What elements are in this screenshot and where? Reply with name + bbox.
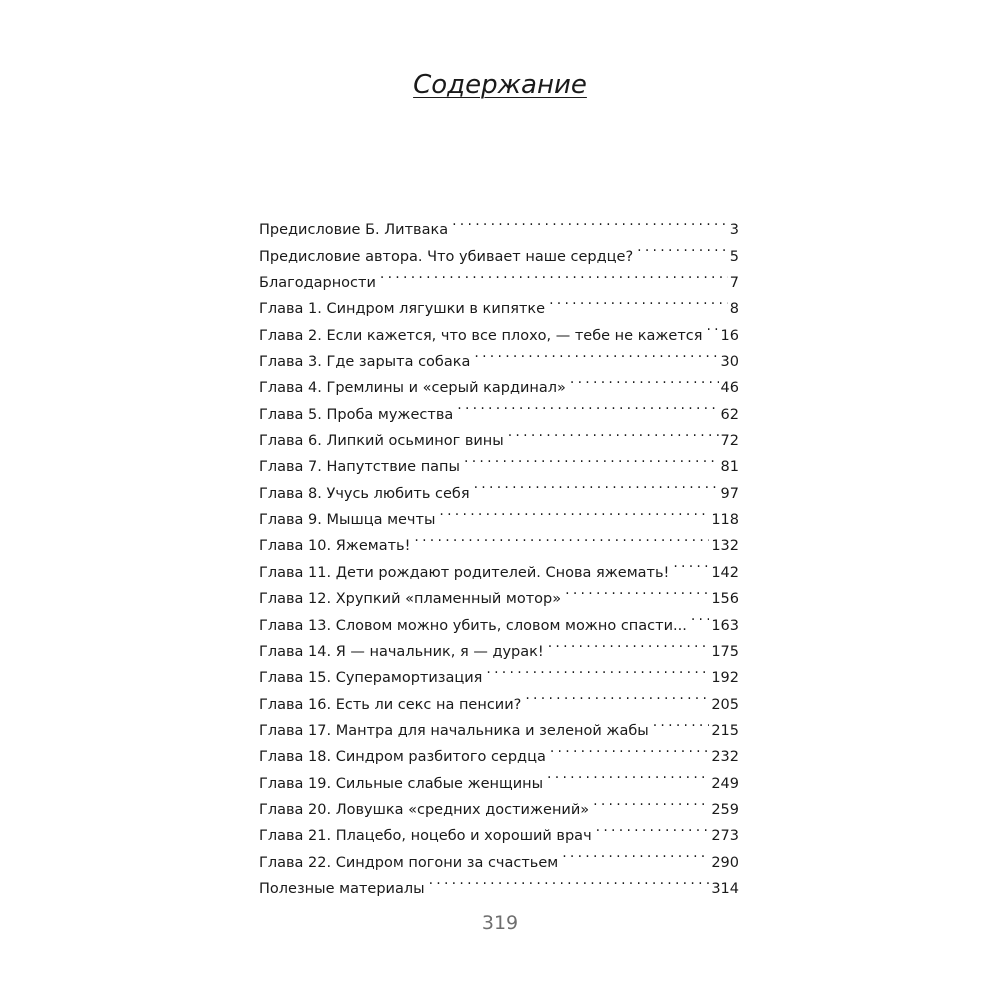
toc-dot-leader	[653, 709, 710, 735]
toc-entry-label: Глава 14. Я — начальник, я — дурак!	[259, 643, 544, 660]
toc-dot-leader	[414, 524, 709, 550]
toc-entry-page: 314	[711, 880, 739, 897]
toc-dot-leader	[486, 656, 709, 682]
toc-entry-page: 16	[720, 327, 739, 344]
toc-entry-page: 97	[720, 485, 739, 502]
toc-entry-label: Предисловие автора. Что убивает наше сердце?	[259, 248, 634, 265]
toc-dot-leader	[547, 761, 709, 787]
toc-entry-page: 62	[720, 406, 739, 423]
toc-entry-label: Полезные материалы	[259, 880, 425, 897]
toc-entry-label: Глава 6. Липкий осьминог вины	[259, 433, 504, 450]
toc-entry-label: Глава 1. Синдром лягушки в кипятке	[259, 301, 546, 318]
toc-dot-leader	[570, 366, 719, 392]
toc-entry-label: Глава 20. Ловушка «средних достижений»	[259, 801, 590, 818]
toc-entry-page: 175	[711, 643, 739, 660]
toc-entry-label: Глава 12. Хрупкий «пламенный мотор»	[259, 591, 562, 608]
toc-entry-page: 5	[729, 248, 739, 265]
toc-dot-leader	[464, 445, 719, 471]
toc-entry-label: Глава 7. Напутствие папы	[259, 459, 460, 476]
page-title: Содержание	[413, 70, 587, 100]
toc-entry-page: 81	[720, 459, 739, 476]
toc-entry	[259, 208, 739, 239]
toc-entry-label: Глава 18. Синдром разбитого сердца	[259, 749, 546, 766]
toc-dot-leader	[525, 682, 709, 708]
toc-entry-label: Глава 10. Яжемать!	[259, 538, 411, 555]
toc-dot-leader	[474, 340, 718, 366]
toc-entry-label: Глава 19. Сильные слабые женщины	[259, 775, 544, 792]
toc-entry-label: Глава 9. Мышца мечты	[259, 512, 436, 529]
toc-entry-page: 7	[729, 275, 739, 292]
toc-dot-leader	[562, 840, 709, 866]
toc-dot-leader	[429, 867, 710, 893]
page-number: 319	[481, 912, 519, 934]
toc-entry-label: Глава 2. Если кажется, что все плохо, — тебе не кажется	[259, 327, 703, 344]
toc-entry-page: 118	[711, 512, 739, 529]
toc-dot-leader	[549, 287, 728, 313]
toc-dot-leader	[593, 788, 709, 814]
toc-dot-leader	[474, 471, 719, 497]
toc-entry-label: Глава 22. Синдром погони за счастьем	[259, 854, 559, 871]
toc-dot-leader	[457, 392, 718, 418]
toc-dot-leader	[691, 603, 709, 629]
toc-dot-leader	[706, 313, 718, 339]
toc-entry-page: 192	[711, 670, 739, 687]
toc-entry-page: 142	[711, 564, 739, 581]
toc-entry-page: 156	[711, 591, 739, 608]
toc-entry-page: 163	[711, 617, 739, 634]
toc-dot-leader	[452, 208, 728, 234]
toc-entry-label: Глава 5. Проба мужества	[259, 406, 454, 423]
toc-entry-label: Глава 4. Гремлины и «серый кардинал»	[259, 380, 566, 397]
toc-dot-leader	[548, 630, 710, 656]
toc-entry-page: 46	[720, 380, 739, 397]
toc-entry-page: 132	[711, 538, 739, 555]
toc-dot-leader	[508, 419, 719, 445]
toc-entry-page: 215	[711, 722, 739, 739]
toc-entry-label: Глава 17. Мантра для начальника и зеленой жабы	[259, 722, 649, 739]
toc-entry-page: 290	[711, 854, 739, 871]
toc-entry-label: Благодарности	[259, 275, 376, 292]
toc-entry-page: 30	[720, 354, 739, 371]
table-of-contents	[259, 208, 739, 897]
toc-dot-leader	[550, 735, 709, 761]
toc-entry-page: 259	[711, 801, 739, 818]
toc-entry-label: Глава 8. Учусь любить себя	[259, 485, 470, 502]
toc-entry-page: 72	[720, 433, 739, 450]
toc-entry-page: 205	[711, 696, 739, 713]
toc-dot-leader	[673, 550, 709, 576]
toc-entry-label: Глава 13. Словом можно убить, словом можно спасти...	[259, 617, 687, 634]
toc-entry-page: 3	[729, 222, 739, 239]
toc-dot-leader	[637, 234, 728, 260]
toc-entry-page: 232	[711, 749, 739, 766]
toc-entry-label: Глава 21. Плацебо, ноцебо и хороший врач	[259, 828, 592, 845]
toc-dot-leader	[439, 498, 709, 524]
toc-entry-label: Глава 16. Есть ли секс на пенсии?	[259, 696, 522, 713]
toc-entry-page: 8	[729, 301, 739, 318]
toc-entry-page: 273	[711, 828, 739, 845]
toc-dot-leader	[565, 577, 709, 603]
toc-entry-label: Глава 15. Супeрамортизация	[259, 670, 483, 687]
toc-entry-label: Глава 11. Дети рождают родителей. Снова яжемать!	[259, 564, 670, 581]
toc-entry-page: 249	[711, 775, 739, 792]
toc-dot-leader	[596, 814, 710, 840]
toc-entry-label: Глава 3. Где зарыта собака	[259, 354, 471, 371]
toc-dot-leader	[380, 261, 728, 287]
toc-entry-label: Предисловие Б. Литвака	[259, 222, 449, 239]
